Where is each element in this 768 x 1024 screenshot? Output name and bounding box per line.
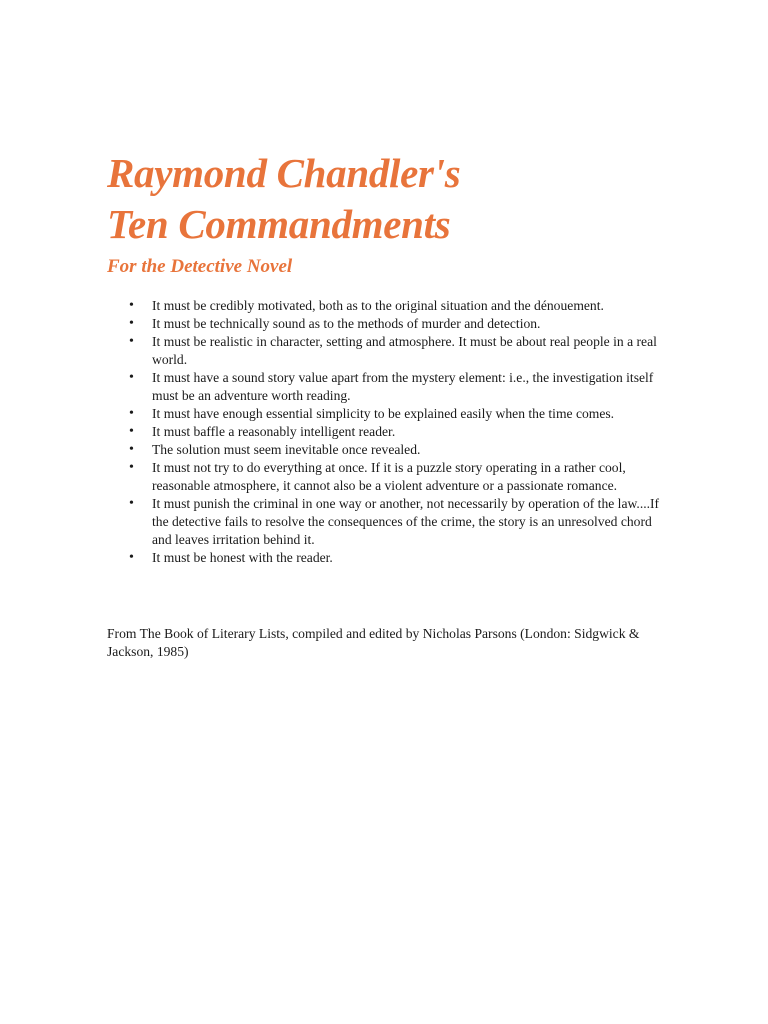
bullet-icon: •	[129, 550, 134, 565]
document-subtitle: For the Detective Novel	[107, 256, 293, 277]
list-item	[129, 405, 662, 423]
bullet-icon: •	[129, 370, 134, 385]
bullet-icon: •	[129, 496, 134, 511]
commandments-list	[107, 297, 662, 567]
rule-text: It must baffle a reasonably intelligent reader.	[152, 424, 396, 439]
rule-text: It must be honest with the reader.	[152, 550, 333, 565]
rule-text: It must not try to do everything at once. If it is a puzzle story operating in a rather cool, reasonable atmosphere, it cannot also be a violent adventure or a passionate romance.	[152, 460, 626, 493]
rule-text: It must have a sound story value apart from the mystery element: i.e., the investigation itself must be an adventure worth reading.	[152, 370, 654, 403]
bullet-icon: •	[129, 298, 134, 313]
bullet-icon: •	[129, 460, 134, 475]
rule-text: It must be technically sound as to the methods of murder and detection.	[152, 316, 541, 331]
list-item	[129, 297, 662, 315]
bullet-icon: •	[129, 334, 134, 349]
source-citation: From The Book of Literary Lists, compiled and edited by Nicholas Parsons (London: Sidgwick & Jackson, 1985)	[107, 626, 640, 659]
list-item	[129, 441, 662, 459]
list-item	[129, 495, 662, 549]
bullet-icon: •	[129, 442, 134, 457]
list-item	[129, 369, 662, 405]
rule-text: It must punish the criminal in one way or another, not necessarily by operation of the law....If the detective fails to resolve the consequences of the crime, the story is an unresolved chord and leaves irritation behind it.	[152, 496, 660, 547]
bullet-icon: •	[129, 424, 134, 439]
rule-text: It must have enough essential simplicity to be explained easily when the time comes.	[152, 406, 615, 421]
rule-text: The solution must seem inevitable once revealed.	[152, 442, 421, 457]
title-line-2: Ten Commandments	[107, 201, 451, 247]
list-item	[129, 333, 662, 369]
bullet-icon: •	[129, 316, 134, 331]
list-item	[129, 315, 662, 333]
list-item	[129, 549, 662, 567]
document-title	[107, 148, 460, 250]
rule-text: It must be credibly motivated, both as to the original situation and the dénouement.	[152, 298, 604, 313]
list-item	[129, 459, 662, 495]
list-item	[129, 423, 662, 441]
rule-text: It must be realistic in character, setting and atmosphere. It must be about real people in a real world.	[152, 334, 657, 367]
title-line-1: Raymond Chandler's	[107, 150, 461, 196]
bullet-icon: •	[129, 406, 134, 421]
